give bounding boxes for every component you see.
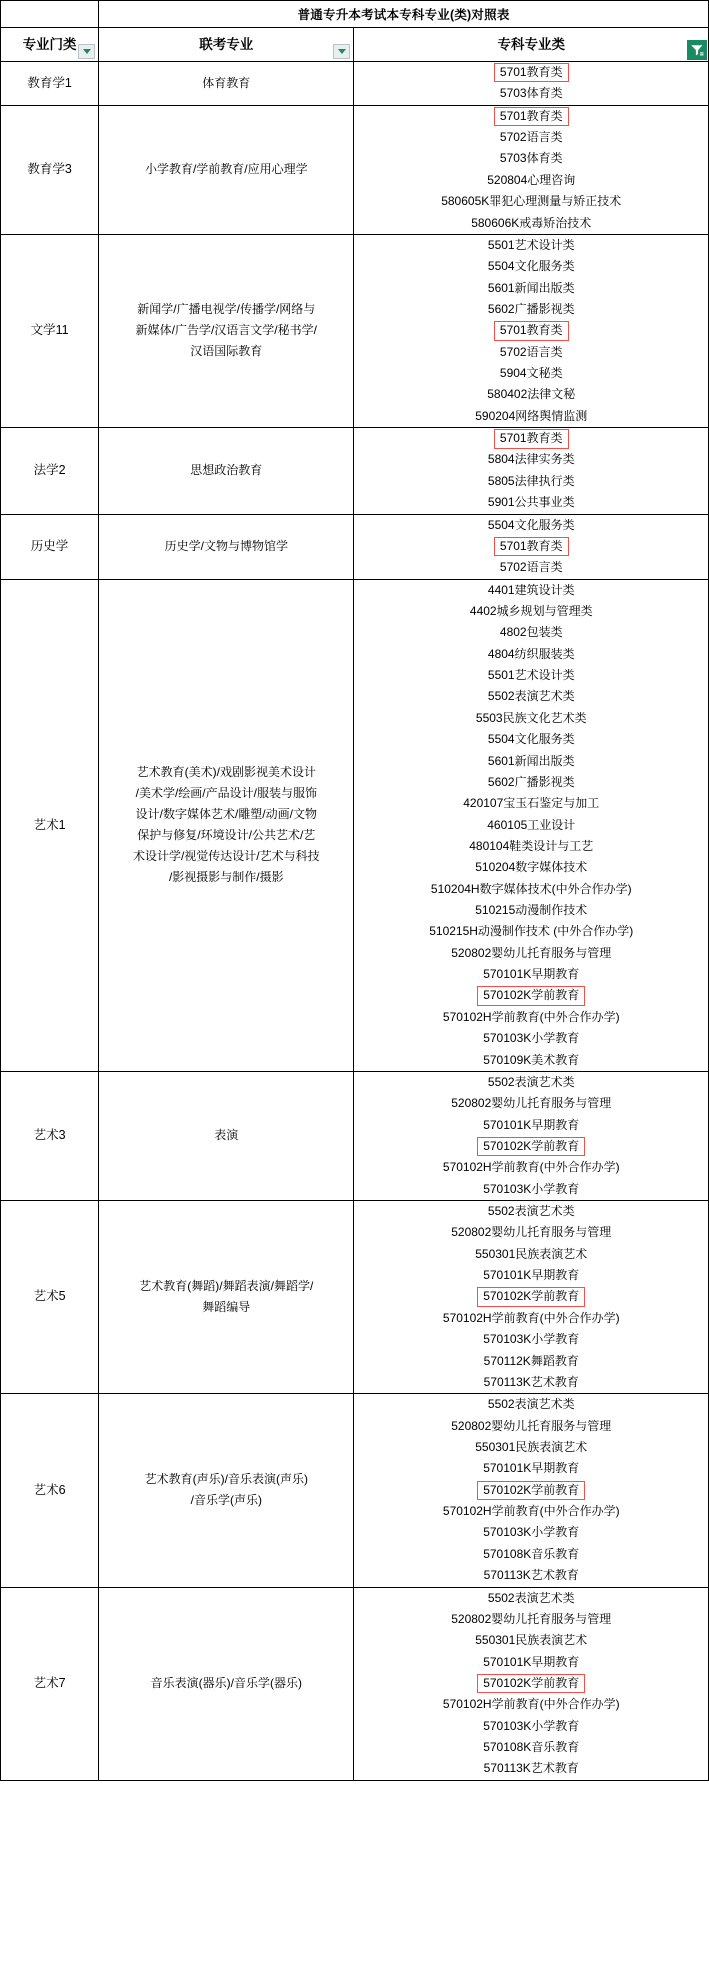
- column-header-2[interactable]: [99, 28, 354, 62]
- code-item: [354, 1028, 708, 1049]
- code-item: [354, 1157, 708, 1178]
- code-text: 570101K早期教育: [483, 1268, 580, 1283]
- code-text: 570102K学前教育: [477, 1287, 585, 1306]
- code-text: 5502表演艺术类: [487, 689, 575, 704]
- code-item: [354, 1758, 708, 1779]
- cell-category[interactable]: 教育学3: [1, 105, 99, 234]
- code-text: 5701教育类: [494, 321, 569, 340]
- table-body: [1, 1, 709, 1781]
- cell-joint-exam-major[interactable]: [99, 1071, 354, 1200]
- code-text: 4402城乡规划与管理类: [469, 603, 593, 618]
- table-row: [1, 105, 709, 234]
- code-text: 570103K小学教育: [483, 1181, 580, 1196]
- cell-joint-exam-major[interactable]: [99, 1201, 354, 1394]
- code-text: 570101K早期教育: [483, 1461, 580, 1476]
- code-item: [354, 1050, 708, 1071]
- code-item: [354, 943, 708, 964]
- column-header-3[interactable]: [354, 28, 709, 62]
- code-item: [354, 900, 708, 921]
- page-title: 普通专升本考试本专科专业(类)对照表: [99, 1, 709, 28]
- chevron-down-icon: [83, 49, 91, 54]
- code-item: [354, 1115, 708, 1136]
- code-text: 580402法律文秘: [487, 387, 576, 402]
- major-line: 音乐表演(器乐)/音乐学(器乐): [150, 1676, 302, 1691]
- cell-category[interactable]: 法学2: [1, 428, 99, 514]
- code-item: [354, 278, 708, 299]
- code-text: 5702语言类: [499, 560, 563, 575]
- code-item: [354, 1329, 708, 1350]
- code-item: [354, 1737, 708, 1758]
- code-item: [354, 83, 708, 104]
- code-text: 550301民族表演艺术: [475, 1440, 588, 1454]
- cell-category[interactable]: 历史学: [1, 514, 99, 579]
- code-text: 570103K小学教育: [483, 1031, 580, 1046]
- code-text: 5701教育类: [494, 537, 569, 556]
- code-item: [354, 921, 708, 942]
- code-text: 570108K音乐教育: [483, 1546, 580, 1561]
- code-text: 570113K艺术教育: [483, 1374, 579, 1389]
- code-item: [354, 772, 708, 793]
- title-row: [1, 1, 709, 28]
- cell-joint-exam-major[interactable]: [99, 1587, 354, 1780]
- major-line: 术设计学/视觉传达设计/艺术与科技: [132, 849, 320, 864]
- code-item-highlighted: [354, 428, 708, 449]
- code-item: [354, 471, 708, 492]
- cell-specialty-codes[interactable]: [354, 1201, 709, 1394]
- code-text: 570102H学前教育(中外合作办学): [442, 1009, 620, 1024]
- code-item: [354, 964, 708, 985]
- code-text: 590204网络舆情监测: [475, 408, 588, 423]
- code-text: 5602广播影视类: [487, 774, 575, 789]
- code-text: 5502表演艺术类: [487, 1204, 575, 1219]
- major-line: 汉语国际教育: [190, 344, 263, 359]
- code-item: [354, 729, 708, 750]
- major-line: 艺术教育(舞蹈)/舞蹈表演/舞蹈学/: [139, 1279, 314, 1294]
- code-text: 5504文化服务类: [487, 517, 575, 532]
- code-text: 5502表演艺术类: [487, 1590, 575, 1605]
- cell-joint-exam-major[interactable]: [99, 514, 354, 579]
- code-item: [354, 406, 708, 427]
- code-item: [354, 1416, 708, 1437]
- code-text: 570102H学前教育(中外合作办学): [442, 1310, 620, 1325]
- table-row: [1, 1201, 709, 1394]
- cell-category[interactable]: 艺术7: [1, 1587, 99, 1780]
- major-line: 表演: [214, 1128, 239, 1143]
- cell-joint-exam-major[interactable]: [99, 428, 354, 514]
- table-row: [1, 514, 709, 579]
- code-text: 460105工业设计: [487, 817, 576, 832]
- code-item: [354, 751, 708, 772]
- table-row: [1, 1071, 709, 1200]
- major-line: 保护与修复/环境设计/公共艺术/艺: [137, 828, 316, 843]
- table-row: [1, 1394, 709, 1587]
- cell-specialty-codes[interactable]: [354, 1071, 709, 1200]
- code-item: [354, 342, 708, 363]
- code-text: 570103K小学教育: [483, 1525, 580, 1540]
- code-item: [354, 1265, 708, 1286]
- code-text: 570102K学前教育: [477, 1674, 585, 1693]
- code-text: 5904文秘类: [499, 366, 563, 381]
- code-item-highlighted: [354, 62, 708, 83]
- code-text: 570112K舞蹈教育: [483, 1353, 579, 1368]
- code-item: [354, 1201, 708, 1222]
- cell-category[interactable]: 艺术1: [1, 579, 99, 1071]
- code-text: 520802婴幼儿托育服务与管理: [451, 1225, 612, 1240]
- code-text: 570113K艺术教育: [483, 1761, 579, 1776]
- cell-specialty-codes[interactable]: [354, 234, 709, 427]
- code-item: [354, 665, 708, 686]
- code-item: [354, 622, 708, 643]
- code-text: 570102H学前教育(中外合作办学): [442, 1697, 620, 1712]
- cell-category[interactable]: 教育学1: [1, 62, 99, 106]
- code-text: 4401建筑设计类: [487, 582, 575, 597]
- column-header-label: 专业门类: [22, 37, 77, 52]
- chevron-down-icon: [338, 49, 346, 54]
- cell-joint-exam-major[interactable]: [99, 105, 354, 234]
- cell-joint-exam-major[interactable]: [99, 579, 354, 1071]
- code-text: 4804纺织服装类: [487, 646, 575, 661]
- code-item: [354, 170, 708, 191]
- code-item: [354, 1630, 708, 1651]
- major-line: /美术学/绘画/产品设计/服装与服饰: [135, 786, 317, 801]
- code-text: 570102K学前教育: [477, 1137, 585, 1156]
- code-text: 570101K早期教育: [483, 1117, 580, 1132]
- code-item: [354, 1093, 708, 1114]
- code-item: [354, 1609, 708, 1630]
- major-line: 新闻学/广播电视学/传播学/网络与: [137, 302, 316, 317]
- code-item: [354, 1244, 708, 1265]
- code-item: [354, 1372, 708, 1393]
- cell-specialty-codes[interactable]: [354, 105, 709, 234]
- code-item: [354, 1501, 708, 1522]
- code-item: [354, 235, 708, 256]
- code-item: [354, 515, 708, 536]
- code-item: [354, 1179, 708, 1200]
- code-item-highlighted: [354, 1286, 708, 1307]
- code-item-highlighted: [354, 1673, 708, 1694]
- code-text: 580606K戒毒矫治技术: [471, 215, 592, 230]
- code-item: [354, 1694, 708, 1715]
- table-row: [1, 428, 709, 514]
- cell-specialty-codes[interactable]: [354, 1394, 709, 1587]
- code-item: [354, 815, 708, 836]
- code-text: 420107宝玉石鉴定与加工: [463, 796, 600, 811]
- code-item: [354, 793, 708, 814]
- code-text: 580605K罪犯心理测量与矫正技术: [441, 194, 622, 209]
- code-item: [354, 580, 708, 601]
- code-text: 510204H数字媒体技术(中外合作办学): [430, 881, 632, 896]
- cell-category[interactable]: 文学11: [1, 234, 99, 427]
- code-text: 520804心理咨询: [487, 172, 576, 187]
- code-text: 570109K美术教育: [483, 1052, 580, 1067]
- table-row: [1, 1587, 709, 1780]
- code-text: 570101K早期教育: [483, 967, 580, 982]
- code-item-highlighted: [354, 106, 708, 127]
- code-item: [354, 1544, 708, 1565]
- code-item: [354, 1652, 708, 1673]
- code-item: [354, 1308, 708, 1329]
- code-item: [354, 708, 708, 729]
- code-text: 5504文化服务类: [487, 259, 575, 274]
- major-line: 艺术教育(声乐)/音乐表演(声乐): [144, 1472, 308, 1487]
- code-item: [354, 557, 708, 578]
- code-item-highlighted: [354, 1480, 708, 1501]
- code-item: [354, 1351, 708, 1372]
- table-row: [1, 579, 709, 1071]
- code-text: 520802婴幼儿托育服务与管理: [451, 1611, 612, 1626]
- code-text: 510204数字媒体技术: [475, 860, 588, 875]
- code-text: 5601新闻出版类: [487, 753, 575, 768]
- code-text: 570102H学前教育(中外合作办学): [442, 1504, 620, 1519]
- code-item: [354, 384, 708, 405]
- code-text: 510215H动漫制作技术 (中外合作办学): [429, 924, 634, 939]
- code-text: 520802婴幼儿托育服务与管理: [451, 1096, 612, 1111]
- code-text: 5804法律实务类: [487, 452, 575, 467]
- title-row-spacer: [1, 1, 99, 28]
- code-text: 5501艺术设计类: [487, 668, 575, 683]
- cell-joint-exam-major[interactable]: [99, 234, 354, 427]
- cell-specialty-codes[interactable]: [354, 514, 709, 579]
- code-text: 570102K学前教育: [477, 986, 585, 1005]
- code-text: 570101K早期教育: [483, 1654, 580, 1669]
- column-header-1[interactable]: [1, 28, 99, 62]
- code-item: [354, 879, 708, 900]
- code-text: 5901公共事业类: [487, 495, 575, 510]
- column-header-label: 专科专业类: [497, 37, 565, 52]
- cell-category[interactable]: 艺术3: [1, 1071, 99, 1200]
- cell-joint-exam-major[interactable]: [99, 1394, 354, 1587]
- cell-specialty-codes[interactable]: [354, 428, 709, 514]
- code-text: 5703体育类: [499, 151, 563, 166]
- code-item: [354, 644, 708, 665]
- major-line: 艺术教育(美术)/戏剧影视美术设计: [136, 765, 316, 780]
- code-text: 5503民族文化艺术类: [475, 710, 587, 725]
- code-item: [354, 836, 708, 857]
- code-text: 480104鞋类设计与工艺: [469, 838, 594, 853]
- table-row: [1, 62, 709, 106]
- code-text: 550301民族表演艺术: [475, 1633, 588, 1648]
- code-item: [354, 299, 708, 320]
- major-line: 新媒体/广告学/汉语言文学/秘书学/: [135, 323, 317, 338]
- code-item-highlighted: [354, 536, 708, 557]
- code-item: [354, 1394, 708, 1415]
- major-line: 思想政治教育: [190, 463, 263, 478]
- code-text: 5703体育类: [499, 86, 563, 101]
- code-item: [354, 1588, 708, 1609]
- code-item: [354, 1716, 708, 1737]
- code-text: 570102H学前教育(中外合作办学): [442, 1160, 620, 1175]
- code-item: [354, 686, 708, 707]
- code-text: 5504文化服务类: [487, 732, 575, 747]
- code-item: [354, 1458, 708, 1479]
- code-text: 5805法律执行类: [487, 473, 575, 488]
- major-line: 体育教育: [202, 75, 251, 90]
- code-text: 510215动漫制作技术: [475, 903, 588, 918]
- major-line: 历史学/文物与博物馆学: [164, 539, 288, 554]
- cell-category[interactable]: 艺术6: [1, 1394, 99, 1587]
- code-item: [354, 492, 708, 513]
- code-item: [354, 148, 708, 169]
- filter-active-icon[interactable]: [687, 40, 707, 60]
- code-text: 520802婴幼儿托育服务与管理: [451, 945, 612, 960]
- code-text: 570108K音乐教育: [483, 1740, 580, 1755]
- code-item: [354, 1072, 708, 1093]
- code-text: 4802包装类: [499, 625, 563, 640]
- code-item: [354, 1565, 708, 1586]
- major-line: /影视摄影与制作/摄影: [168, 870, 284, 885]
- code-text: 570102K学前教育: [477, 1481, 585, 1500]
- code-item: [354, 601, 708, 622]
- code-item: [354, 256, 708, 277]
- code-item: [354, 1007, 708, 1028]
- code-item: [354, 449, 708, 470]
- code-text: 570113K艺术教育: [483, 1568, 579, 1583]
- code-item: [354, 1522, 708, 1543]
- code-item: [354, 857, 708, 878]
- code-item-highlighted: [354, 985, 708, 1006]
- code-text: 5701教育类: [494, 429, 569, 448]
- code-text: 5601新闻出版类: [487, 280, 575, 295]
- code-text: 550301民族表演艺术: [475, 1246, 588, 1261]
- code-item-highlighted: [354, 320, 708, 341]
- cell-joint-exam-major[interactable]: [99, 62, 354, 106]
- code-text: 5502表演艺术类: [487, 1397, 575, 1412]
- code-item-highlighted: [354, 1136, 708, 1157]
- code-item: [354, 1437, 708, 1458]
- filter-dropdown-icon[interactable]: [78, 44, 95, 59]
- major-line: 小学教育/学前教育/应用心理学: [144, 162, 308, 177]
- code-text: 5501艺术设计类: [487, 237, 575, 252]
- code-text: 520802婴幼儿托育服务与管理: [451, 1418, 612, 1433]
- filter-dropdown-icon[interactable]: [333, 44, 350, 59]
- code-text: 5701教育类: [494, 63, 569, 82]
- code-item: [354, 191, 708, 212]
- major-line: /音乐学(声乐): [190, 1493, 262, 1508]
- code-text: 5502表演艺术类: [487, 1074, 575, 1089]
- header-row: [1, 28, 709, 62]
- code-text: 5702语言类: [499, 344, 563, 359]
- cell-specialty-codes[interactable]: [354, 579, 709, 1071]
- code-text: 570103K小学教育: [483, 1332, 580, 1347]
- cell-category[interactable]: 艺术5: [1, 1201, 99, 1394]
- cell-specialty-codes[interactable]: [354, 62, 709, 106]
- code-item: [354, 213, 708, 234]
- code-text: 5701教育类: [494, 107, 569, 126]
- code-item: [354, 1222, 708, 1243]
- table-row: [1, 234, 709, 427]
- column-header-label: 联考专业: [199, 37, 254, 52]
- code-item: [354, 363, 708, 384]
- code-text: 570103K小学教育: [483, 1718, 580, 1733]
- code-text: 5702语言类: [499, 130, 563, 145]
- cell-specialty-codes[interactable]: [354, 1587, 709, 1780]
- major-line: 设计/数字媒体艺术/雕塑/动画/文物: [135, 807, 317, 822]
- code-item: [354, 127, 708, 148]
- code-text: 5602广播影视类: [487, 301, 575, 316]
- major-line: 舞蹈编导: [202, 1300, 251, 1315]
